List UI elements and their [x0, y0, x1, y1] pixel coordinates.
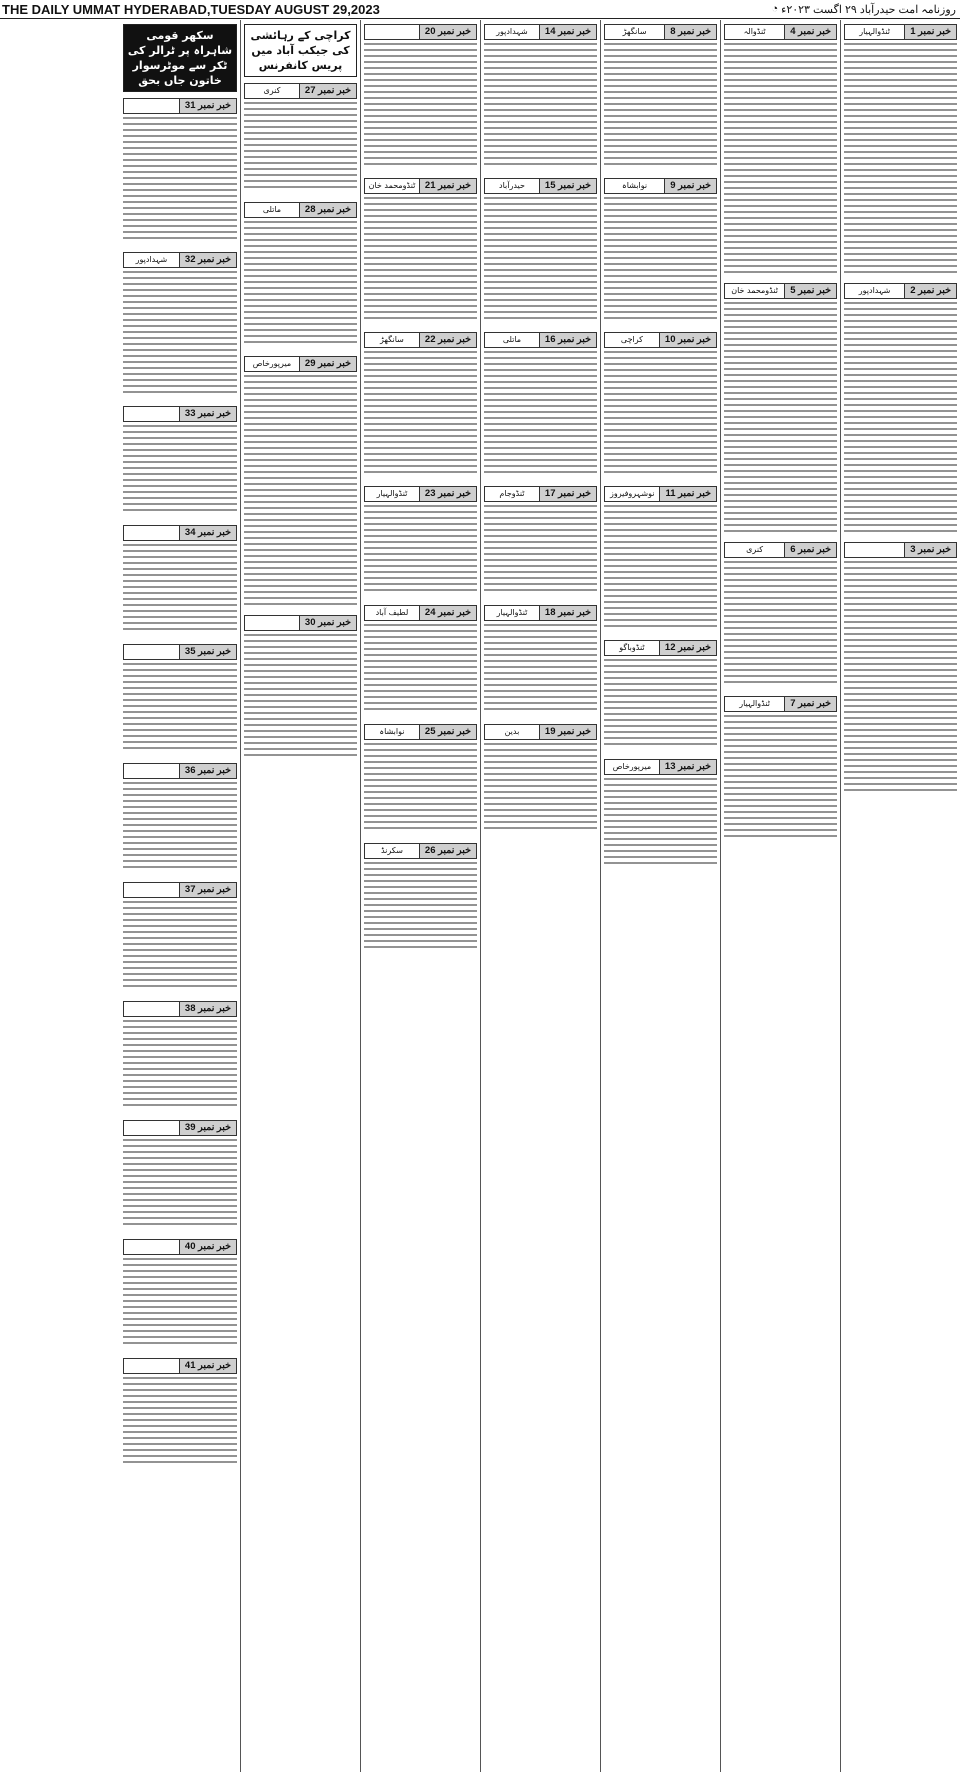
story-body-text [604, 197, 717, 322]
story-caption [364, 486, 477, 502]
story-body-text [604, 505, 717, 630]
story-number: خبر نمبر 30 [299, 616, 356, 630]
story-body-text [724, 302, 837, 532]
news-story [724, 696, 837, 840]
story-location [124, 883, 179, 897]
story-location: ٹنڈوالہ [743, 27, 766, 36]
story-caption [604, 178, 717, 194]
story-caption [123, 882, 237, 898]
story-number: خبر نمبر 9 [664, 179, 716, 193]
story-location [124, 1002, 179, 1016]
news-story [123, 406, 237, 515]
story-location [124, 1359, 179, 1373]
story-number: خبر نمبر 26 [419, 844, 476, 858]
story-location: ٹنڈوالہیار [739, 699, 770, 708]
news-column-6 [240, 20, 360, 1772]
story-number: خبر نمبر 18 [539, 606, 596, 620]
story-caption [244, 83, 357, 99]
story-caption [244, 356, 357, 372]
story-location: ٹنڈومحمد خان [368, 181, 416, 190]
story-body-text [123, 425, 237, 515]
story-number: خبر نمبر 23 [419, 487, 476, 501]
news-story [244, 356, 357, 605]
story-caption [123, 525, 237, 541]
story-location [124, 764, 179, 778]
story-caption [123, 98, 237, 114]
story-location: ٹنڈومحمد خان [731, 286, 778, 295]
story-location: ٹنڈوالہیار [376, 489, 408, 498]
story-body-text [364, 505, 477, 595]
story-body-text [724, 43, 837, 273]
story-body-text [604, 778, 717, 868]
headline-box [244, 24, 357, 77]
story-caption [364, 724, 477, 740]
news-story [123, 1239, 237, 1348]
story-location: کنری [746, 545, 764, 554]
story-number: خبر نمبر 17 [539, 487, 596, 501]
story-number: خبر نمبر 27 [299, 84, 356, 98]
story-location: کراچی [620, 335, 643, 344]
story-body-text [724, 561, 837, 686]
ummat-logo-icon: ◔ [771, 3, 779, 15]
story-location: شہدادپور [135, 255, 168, 264]
story-body-text [364, 197, 477, 322]
story-body-text [364, 43, 477, 168]
news-story [123, 882, 237, 991]
story-location: لطیف آباد [375, 608, 409, 617]
news-story [844, 283, 957, 532]
story-number: خبر نمبر 13 [659, 760, 716, 774]
story-caption [484, 178, 597, 194]
story-body-text [123, 544, 237, 634]
story-body-text [364, 743, 477, 833]
news-column-7 [120, 20, 240, 1772]
story-location: میرپورخاص [252, 359, 292, 368]
story-number: خبر نمبر 6 [784, 543, 836, 557]
story-location [845, 543, 904, 557]
story-caption [123, 1358, 237, 1374]
story-body-text [123, 663, 237, 753]
story-number: خبر نمبر 16 [539, 333, 596, 347]
news-story [604, 759, 717, 868]
story-caption [484, 605, 597, 621]
news-story [364, 178, 477, 322]
story-body-text [484, 505, 597, 595]
news-story [604, 640, 717, 749]
news-column-4 [480, 20, 600, 1772]
news-story [724, 24, 837, 273]
story-body-text [844, 561, 957, 791]
story-number: خبر نمبر 28 [299, 203, 356, 217]
news-story [484, 605, 597, 714]
story-location [124, 407, 179, 421]
story-number: خبر نمبر 15 [539, 179, 596, 193]
story-number: خبر نمبر 21 [419, 179, 476, 193]
story-body-text [364, 351, 477, 476]
story-body-text [484, 351, 597, 476]
story-location [124, 99, 179, 113]
story-caption [364, 332, 477, 348]
story-caption [484, 24, 597, 40]
story-location: نوابشاہ [379, 727, 405, 736]
story-location: سکرنڈ [380, 846, 403, 855]
news-story [604, 486, 717, 630]
story-number: خبر نمبر 39 [179, 1121, 236, 1135]
news-story [364, 24, 477, 168]
story-location [124, 526, 179, 540]
story-caption [123, 763, 237, 779]
story-body-text [604, 659, 717, 749]
story-location [124, 1121, 179, 1135]
story-caption [604, 332, 717, 348]
story-caption [484, 724, 597, 740]
story-number: خبر نمبر 11 [659, 487, 716, 501]
story-caption [604, 486, 717, 502]
story-body-text [724, 715, 837, 840]
news-story [364, 605, 477, 714]
masthead [0, 0, 960, 19]
story-location: سانگھڑ [622, 27, 647, 36]
story-location: ٹنڈوباگو [619, 643, 645, 652]
story-number: خبر نمبر 38 [179, 1002, 236, 1016]
story-caption [844, 542, 957, 558]
news-story [123, 98, 237, 242]
story-number: خبر نمبر 37 [179, 883, 236, 897]
story-caption [364, 178, 477, 194]
story-location: سانگھڑ [380, 335, 404, 344]
urdu-masthead [771, 3, 960, 16]
news-story [364, 486, 477, 595]
story-location: شہدادپور [858, 286, 891, 295]
story-number: خبر نمبر 31 [179, 99, 236, 113]
story-number: خبر نمبر 32 [179, 253, 236, 267]
story-body-text [123, 1377, 237, 1467]
news-story [123, 644, 237, 753]
story-number: خبر نمبر 40 [179, 1240, 236, 1254]
news-story [364, 724, 477, 833]
story-location: شہدادپور [496, 27, 528, 36]
news-story [244, 83, 357, 192]
news-story [484, 332, 597, 476]
urdu-masthead-title: روزنامہ امت حیدرآباد ۲۹ اگست ۲۰۲۳ء [781, 3, 956, 16]
story-number: خبر نمبر 25 [419, 725, 476, 739]
story-caption [364, 24, 477, 40]
story-caption [604, 640, 717, 656]
story-body-text [604, 351, 717, 476]
story-body-text [484, 624, 597, 714]
story-location: حیدرآباد [499, 181, 525, 190]
story-body-text [123, 1139, 237, 1229]
story-location: ماتلی [502, 335, 522, 344]
story-location [245, 616, 299, 630]
news-column-2 [720, 20, 840, 1772]
story-caption [484, 486, 597, 502]
news-story [123, 763, 237, 872]
story-number: خبر نمبر 20 [419, 25, 476, 39]
story-caption [724, 542, 837, 558]
story-body-text [364, 862, 477, 952]
story-caption [844, 24, 957, 40]
story-body-text [123, 1258, 237, 1348]
story-number: خبر نمبر 7 [784, 697, 836, 711]
story-caption [724, 696, 837, 712]
story-number: خبر نمبر 19 [539, 725, 596, 739]
story-number: خبر نمبر 8 [664, 25, 716, 39]
news-story [484, 178, 597, 322]
news-story [604, 178, 717, 322]
story-body-text [123, 117, 237, 242]
story-caption [844, 283, 957, 299]
story-body-text [244, 102, 357, 192]
story-number: خبر نمبر 36 [179, 764, 236, 778]
story-number: خبر نمبر 14 [539, 25, 596, 39]
story-caption [123, 252, 237, 268]
story-body-text [844, 302, 957, 532]
story-body-text [123, 782, 237, 872]
story-number: خبر نمبر 33 [179, 407, 236, 421]
story-number: خبر نمبر 12 [659, 641, 716, 655]
news-story [123, 1120, 237, 1229]
story-location: ٹنڈوجام [499, 489, 525, 498]
story-number: خبر نمبر 1 [904, 25, 956, 39]
news-story [484, 24, 597, 168]
story-number: خبر نمبر 41 [179, 1359, 236, 1373]
story-caption [123, 1120, 237, 1136]
story-body-text [123, 271, 237, 396]
story-number: خبر نمبر 4 [784, 25, 836, 39]
story-caption [123, 644, 237, 660]
news-story [484, 724, 597, 833]
news-story [123, 525, 237, 634]
story-location: نوابشاہ [622, 181, 648, 190]
news-story [724, 283, 837, 532]
story-caption [123, 1001, 237, 1017]
news-story [604, 332, 717, 476]
story-location: نوشہروفیروز [610, 489, 655, 498]
headline-box-dark [123, 24, 237, 92]
story-number: خبر نمبر 5 [784, 284, 836, 298]
english-masthead-title: THE DAILY UMMAT HYDERABAD,TUESDAY AUGUST 29,2023 [2, 1, 380, 17]
story-number: خبر نمبر 2 [904, 284, 956, 298]
news-story [244, 202, 357, 346]
story-body-text [844, 43, 957, 273]
story-caption [244, 615, 357, 631]
news-story [364, 332, 477, 476]
story-body-text [244, 634, 357, 759]
news-column-3 [600, 20, 720, 1772]
story-number: خبر نمبر 22 [419, 333, 476, 347]
news-story [364, 843, 477, 952]
headline-text: سکھر قومی شاہراہ پر ٹرالر کی ٹکر سے موٹرسوار خاتون جاں بحق [127, 29, 233, 87]
story-caption [724, 283, 837, 299]
story-caption [604, 24, 717, 40]
story-caption [364, 843, 477, 859]
news-story [123, 1358, 237, 1467]
story-number: خبر نمبر 35 [179, 645, 236, 659]
story-location [124, 1240, 179, 1254]
news-columns [0, 20, 960, 1772]
story-caption [123, 406, 237, 422]
story-body-text [244, 221, 357, 346]
story-body-text [364, 624, 477, 714]
story-number: خبر نمبر 29 [299, 357, 356, 371]
story-body-text [244, 375, 357, 605]
story-location: میرپورخاص [612, 762, 652, 771]
news-column-1 [840, 20, 960, 1772]
story-caption [244, 202, 357, 218]
story-caption [364, 605, 477, 621]
story-location: بدین [504, 727, 520, 736]
story-number: خبر نمبر 24 [419, 606, 476, 620]
story-body-text [604, 43, 717, 168]
story-location: ماتلی [262, 205, 282, 214]
story-number: خبر نمبر 3 [904, 543, 956, 557]
story-location: ٹنڈوالہیار [496, 608, 528, 617]
news-column-5 [360, 20, 480, 1772]
story-body-text [484, 743, 597, 833]
news-story [724, 542, 837, 686]
news-story [123, 1001, 237, 1110]
news-story [123, 252, 237, 396]
story-caption [724, 24, 837, 40]
headline-text: کراچی کے رہائشی کی جیکب آباد میں پریس کانفرنس [250, 29, 351, 72]
story-location: ٹنڈوالہیار [859, 27, 890, 36]
news-story [604, 24, 717, 168]
story-body-text [123, 1020, 237, 1110]
news-story [484, 486, 597, 595]
news-story [244, 615, 357, 759]
story-body-text [484, 43, 597, 168]
story-body-text [484, 197, 597, 322]
story-caption [604, 759, 717, 775]
story-caption [123, 1239, 237, 1255]
story-location [124, 645, 179, 659]
story-body-text [123, 901, 237, 991]
story-location: کنری [263, 86, 281, 95]
story-caption [484, 332, 597, 348]
news-story [844, 542, 957, 791]
news-story [844, 24, 957, 273]
story-number: خبر نمبر 10 [659, 333, 716, 347]
story-number: خبر نمبر 34 [179, 526, 236, 540]
story-location [365, 25, 419, 39]
